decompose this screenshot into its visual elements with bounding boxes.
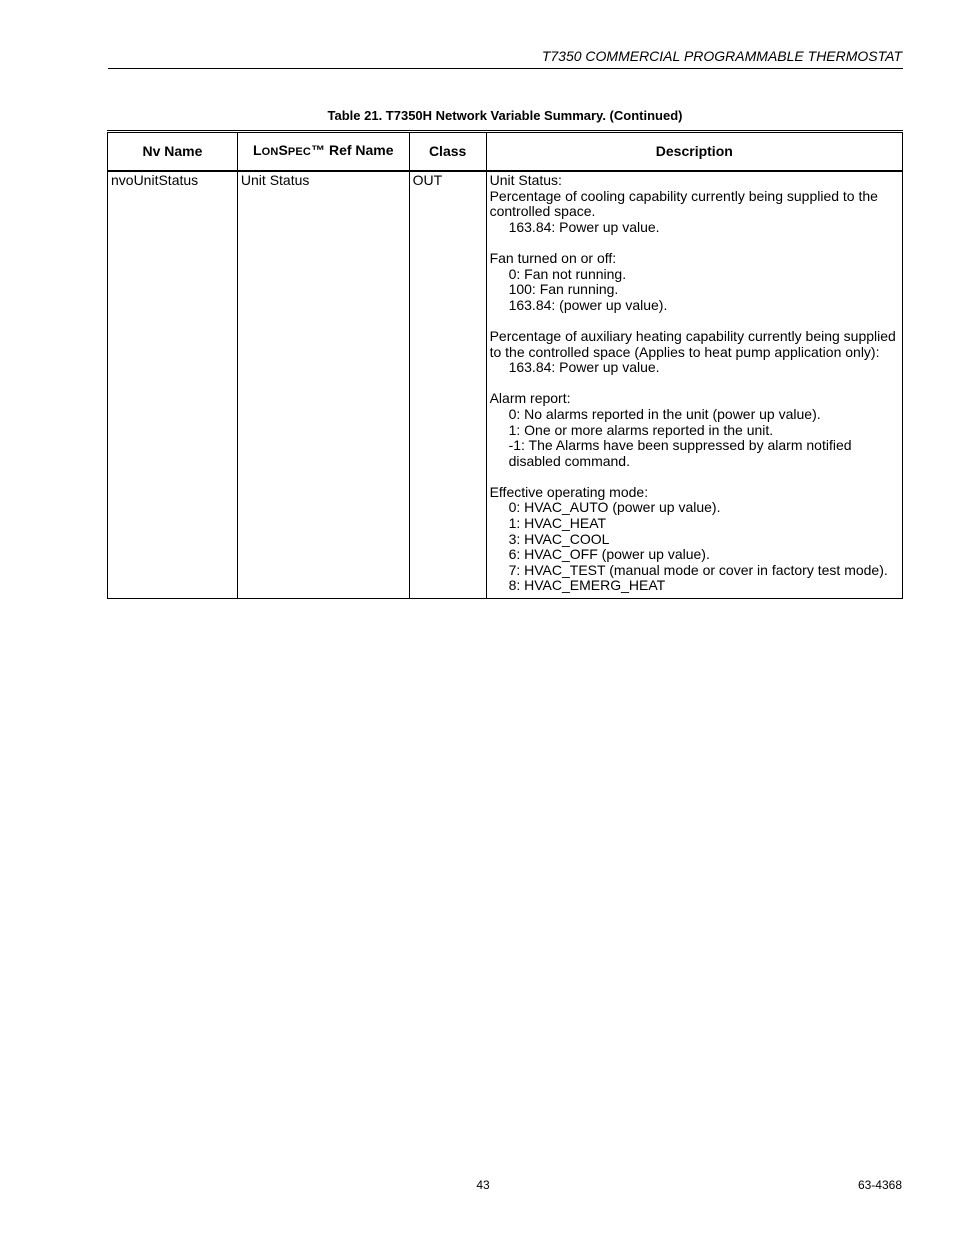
desc-line: Alarm report: bbox=[489, 390, 571, 407]
desc-fan-block bbox=[490, 251, 899, 313]
desc-item: 100: Fan running. bbox=[508, 281, 619, 298]
desc-item: 163.84: (power up value). bbox=[508, 296, 668, 313]
desc-aux-heat-block bbox=[490, 329, 899, 376]
col-header-ref-name bbox=[237, 132, 409, 172]
cell-nv-name: nvoUnitStatus bbox=[108, 171, 238, 599]
desc-line: Fan turned on or off: bbox=[489, 249, 617, 266]
desc-item: 1: HVAC_HEAT bbox=[508, 515, 607, 532]
desc-item: -1: The Alarms have been suppressed by alarm notified bbox=[508, 437, 852, 454]
desc-item: 3: HVAC_COOL bbox=[508, 530, 610, 547]
document-number: 63-4368 bbox=[857, 1178, 902, 1192]
desc-line: Effective operating mode: bbox=[489, 483, 649, 500]
desc-line: to the controlled space (Applies to heat pump application only): bbox=[489, 343, 880, 360]
desc-item: 8: HVAC_EMERG_HEAT bbox=[508, 577, 666, 594]
ref-name-prefix-on: ON bbox=[261, 145, 279, 158]
cell-ref-name: Unit Status bbox=[237, 171, 409, 599]
desc-unit-status-block bbox=[490, 173, 899, 235]
table-caption: Table 21. T7350H Network Variable Summary. (Continued) bbox=[327, 108, 683, 123]
desc-line: controlled space. bbox=[489, 203, 596, 220]
desc-alarm-block bbox=[490, 391, 899, 469]
desc-item: 163.84: Power up value. bbox=[508, 359, 660, 376]
desc-line: Percentage of auxiliary heating capability currently being supplied bbox=[489, 327, 896, 344]
running-title: T7350 COMMERCIAL PROGRAMMABLE THERMOSTAT bbox=[541, 48, 902, 64]
desc-item: 0: HVAC_AUTO (power up value). bbox=[508, 499, 721, 516]
ref-name-prefix-l: L bbox=[253, 141, 262, 158]
cell-description bbox=[486, 171, 902, 599]
ref-name-suffix: ™ Ref Name bbox=[311, 141, 394, 158]
desc-item: 0: Fan not running. bbox=[508, 265, 627, 282]
desc-item: 1: One or more alarms reported in the unit. bbox=[508, 421, 774, 438]
header-rule bbox=[108, 68, 903, 69]
page-number: 43 bbox=[476, 1178, 490, 1192]
network-variable-table bbox=[107, 130, 903, 599]
desc-line: Unit Status: bbox=[489, 172, 562, 188]
desc-item: 7: HVAC_TEST (manual mode or cover in factory test mode). bbox=[508, 561, 888, 578]
table-row bbox=[108, 171, 903, 599]
col-header-class: Class bbox=[409, 132, 486, 172]
desc-item: 0: No alarms reported in the unit (power up value). bbox=[508, 405, 821, 422]
ref-name-prefix-s: S bbox=[278, 141, 288, 158]
desc-line: Percentage of cooling capability currently being supplied to the bbox=[489, 187, 878, 204]
ref-name-prefix-pec: PEC bbox=[287, 145, 312, 158]
desc-item: 163.84: Power up value. bbox=[508, 218, 660, 235]
table-header-row bbox=[108, 132, 903, 172]
cell-class: OUT bbox=[409, 171, 486, 599]
desc-item: disabled command. bbox=[508, 452, 630, 469]
col-header-nv-name: Nv Name bbox=[108, 132, 238, 172]
desc-item: 6: HVAC_OFF (power up value). bbox=[508, 546, 710, 563]
col-header-description: Description bbox=[486, 132, 902, 172]
desc-mode-block bbox=[490, 485, 899, 594]
